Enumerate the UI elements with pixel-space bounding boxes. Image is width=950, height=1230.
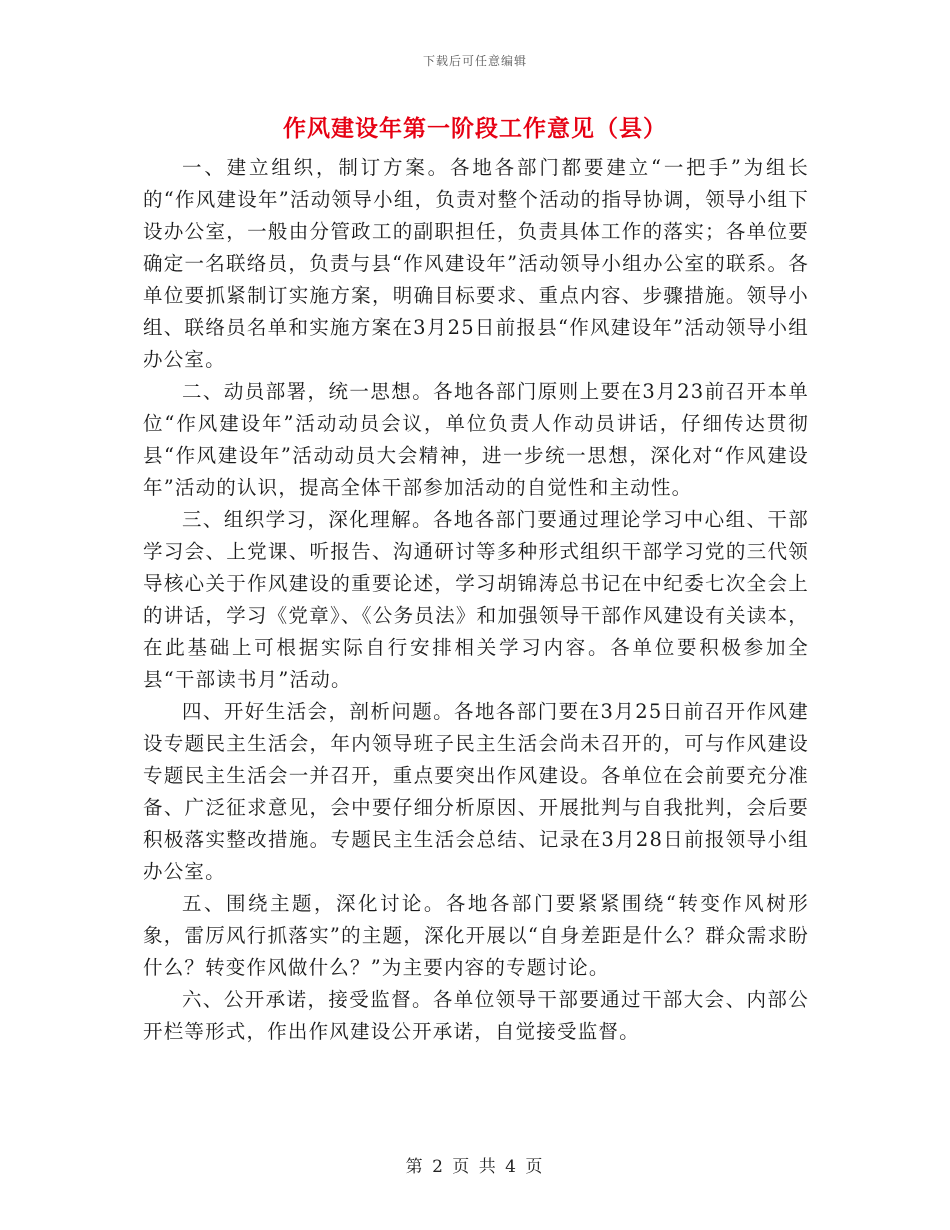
paragraph-4: 四、开好生活会，剖析问题。各地各部门要在3月25日前召开作风建设专题民主生活会，年内领导班子民主生活会尚未召开的，可与作风建设专题民主生活会一并召开，重点要突出作风建设。各单位在会前要充分准备、广泛征求意见，会中要仔细分析原因、开展批判与自我批判，会后要积极落实整改措施。专题民主生活会总结、记录在3月28日前报领导小组办公室。 — [143, 700, 809, 883]
document-body — [143, 152, 809, 1048]
paragraph-1: 一、建立组织，制订方案。各地各部门都要建立“一把手”为组长的“作风建设年”活动领导小组，负责对整个活动的指导协调，领导小组下设办公室，一般由分管政工的副职担任，负责具体工作的落实；各单位要确定一名联络员，负责与县“作风建设年”活动领导小组办公室的联系。各单位要抓紧制订实施方案，明确目标要求、重点内容、步骤措施。领导小组、联络员名单和实施方案在3月25日前报县“作风建设年”活动领导小组办公室。 — [143, 156, 809, 371]
paragraph-6: 六、公开承诺，接受监督。各单位领导干部要通过干部大会、内部公开栏等形式，作出作风建设公开承诺，自觉接受监督。 — [143, 988, 809, 1043]
paragraph-3: 三、组织学习，深化理解。各地各部门要通过理论学习中心组、干部学习会、上党课、听报告、沟通研讨等多种形式组织干部学习党的三代领导核心关于作风建设的重要论述，学习胡锦涛总书记在中纪委七次全会上的讲话，学习《党章》、《公务员法》和加强领导干部作风建设有关读本，在此基础上可根据实际自行安排相关学习内容。各单位要积极参加全县“干部读书月”活动。 — [143, 508, 809, 691]
paragraph-5: 五、围绕主题，深化讨论。各地各部门要紧紧围绕“转变作风树形象，雷厉风行抓落实”的主题，深化开展以“自身差距是什么？群众需求盼什么？转变作风做什么？”为主要内容的专题讨论。 — [143, 892, 809, 979]
page-number: 第 2 页 共 4 页 — [405, 1157, 545, 1177]
download-note: 下载后可任意编辑 — [422, 54, 527, 68]
document-title: 作风建设年第一阶段工作意见（县） — [283, 115, 667, 142]
paragraph-2: 二、动员部署，统一思想。各地各部门原则上要在3月23前召开本单位“作风建设年”活动动员会议，单位负责人作动员讲话，仔细传达贯彻县“作风建设年”活动动员大会精神，进一步统一思想，深化对“作风建设年”活动的认识，提高全体干部参加活动的自觉性和主动性。 — [143, 380, 809, 499]
